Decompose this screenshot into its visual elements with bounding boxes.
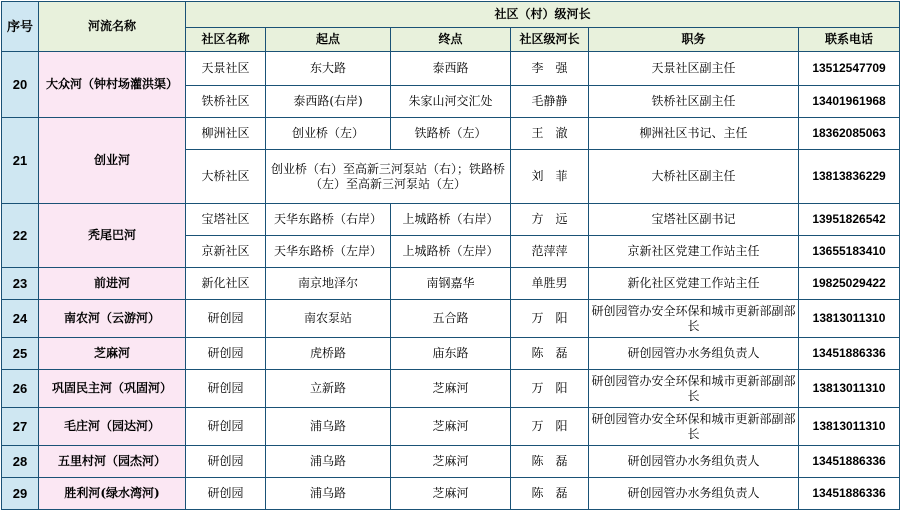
phone-number: 18362085063 bbox=[799, 118, 900, 150]
community-name: 天景社区 bbox=[186, 52, 266, 86]
river-name: 创业河 bbox=[39, 118, 186, 204]
header-end: 终点 bbox=[391, 28, 511, 52]
community-name: 研创园 bbox=[186, 338, 266, 370]
start-point: 东大路 bbox=[266, 52, 391, 86]
river-chief: 单胜男 bbox=[511, 268, 589, 300]
row-index: 20 bbox=[2, 52, 39, 118]
position: 研创园管办水务组负责人 bbox=[589, 446, 799, 478]
position: 研创园管办安全环保和城市更新部副部长 bbox=[589, 300, 799, 338]
river-chief: 万 阳 bbox=[511, 408, 589, 446]
phone-number: 13451886336 bbox=[799, 338, 900, 370]
header-index: 序号 bbox=[2, 2, 39, 52]
row-index: 24 bbox=[2, 300, 39, 338]
river-name: 大众河（钟村场灌洪渠） bbox=[39, 52, 186, 118]
community-name: 研创园 bbox=[186, 300, 266, 338]
table-header bbox=[2, 2, 900, 52]
start-point: 创业桥（左） bbox=[266, 118, 391, 150]
header-community: 社区名称 bbox=[186, 28, 266, 52]
river-chief: 万 阳 bbox=[511, 300, 589, 338]
header-group: 社区（村）级河长 bbox=[186, 2, 900, 28]
phone-number: 13451886336 bbox=[799, 446, 900, 478]
position: 京新社区党建工作站主任 bbox=[589, 236, 799, 268]
river-name: 芝麻河 bbox=[39, 338, 186, 370]
header-phone: 联系电话 bbox=[799, 28, 900, 52]
phone-number: 13813011310 bbox=[799, 370, 900, 408]
start-point: 虎桥路 bbox=[266, 338, 391, 370]
table-row bbox=[2, 300, 900, 338]
table-row bbox=[2, 204, 900, 236]
start-point: 立新路 bbox=[266, 370, 391, 408]
table-row bbox=[2, 338, 900, 370]
river-name: 前进河 bbox=[39, 268, 186, 300]
community-name: 新化社区 bbox=[186, 268, 266, 300]
end-point: 芝麻河 bbox=[391, 408, 511, 446]
community-name: 研创园 bbox=[186, 478, 266, 510]
header-position: 职务 bbox=[589, 28, 799, 52]
river-name: 南农河（云游河） bbox=[39, 300, 186, 338]
phone-number: 19825029422 bbox=[799, 268, 900, 300]
river-chief: 王 澈 bbox=[511, 118, 589, 150]
river-chief: 刘 菲 bbox=[511, 150, 589, 204]
start-point: 创业桥（右）至高新三河泵站（右）；铁路桥（左）至高新三河泵站（左） bbox=[266, 150, 511, 204]
end-point: 铁路桥（左） bbox=[391, 118, 511, 150]
position: 柳洲社区书记、主任 bbox=[589, 118, 799, 150]
end-point: 庙东路 bbox=[391, 338, 511, 370]
phone-number: 13401961968 bbox=[799, 86, 900, 118]
end-point: 芝麻河 bbox=[391, 446, 511, 478]
end-point: 南钢嘉华 bbox=[391, 268, 511, 300]
river-name: 巩固民主河（巩固河） bbox=[39, 370, 186, 408]
river-name: 秃尾巴河 bbox=[39, 204, 186, 268]
table-row bbox=[2, 268, 900, 300]
position: 研创园管办安全环保和城市更新部副部长 bbox=[589, 370, 799, 408]
end-point: 芝麻河 bbox=[391, 370, 511, 408]
end-point: 五合路 bbox=[391, 300, 511, 338]
community-name: 宝塔社区 bbox=[186, 204, 266, 236]
river-chief-table bbox=[1, 1, 900, 510]
river-chief: 万 阳 bbox=[511, 370, 589, 408]
table-row bbox=[2, 370, 900, 408]
header-start: 起点 bbox=[266, 28, 391, 52]
position: 天景社区副主任 bbox=[589, 52, 799, 86]
start-point: 泰西路(右岸) bbox=[266, 86, 391, 118]
row-index: 29 bbox=[2, 478, 39, 510]
start-point: 浦乌路 bbox=[266, 478, 391, 510]
position: 铁桥社区副主任 bbox=[589, 86, 799, 118]
start-point: 浦乌路 bbox=[266, 408, 391, 446]
table-row bbox=[2, 52, 900, 86]
table-row bbox=[2, 446, 900, 478]
position: 研创园管办水务组负责人 bbox=[589, 478, 799, 510]
phone-number: 13951826542 bbox=[799, 204, 900, 236]
start-point: 南农泵站 bbox=[266, 300, 391, 338]
position: 研创园管办水务组负责人 bbox=[589, 338, 799, 370]
position: 大桥社区副主任 bbox=[589, 150, 799, 204]
phone-number: 13813011310 bbox=[799, 408, 900, 446]
river-chief: 方 远 bbox=[511, 204, 589, 236]
phone-number: 13451886336 bbox=[799, 478, 900, 510]
river-name: 毛庄河（园达河） bbox=[39, 408, 186, 446]
row-index: 26 bbox=[2, 370, 39, 408]
table-row bbox=[2, 408, 900, 446]
table-body bbox=[2, 52, 900, 510]
position: 新化社区党建工作站主任 bbox=[589, 268, 799, 300]
end-point: 朱家山河交汇处 bbox=[391, 86, 511, 118]
phone-number: 13655183410 bbox=[799, 236, 900, 268]
community-name: 柳洲社区 bbox=[186, 118, 266, 150]
phone-number: 13813011310 bbox=[799, 300, 900, 338]
start-point: 南京地泽尔 bbox=[266, 268, 391, 300]
river-name: 胜利河(绿水湾河) bbox=[39, 478, 186, 510]
row-index: 25 bbox=[2, 338, 39, 370]
end-point: 上城路桥（右岸） bbox=[391, 204, 511, 236]
community-name: 研创园 bbox=[186, 446, 266, 478]
river-chief: 陈 磊 bbox=[511, 446, 589, 478]
community-name: 研创园 bbox=[186, 370, 266, 408]
row-index: 22 bbox=[2, 204, 39, 268]
header-chief: 社区级河长 bbox=[511, 28, 589, 52]
river-chief: 陈 磊 bbox=[511, 478, 589, 510]
table-row bbox=[2, 478, 900, 510]
community-name: 京新社区 bbox=[186, 236, 266, 268]
row-index: 27 bbox=[2, 408, 39, 446]
end-point: 上城路桥（左岸） bbox=[391, 236, 511, 268]
community-name: 铁桥社区 bbox=[186, 86, 266, 118]
community-name: 大桥社区 bbox=[186, 150, 266, 204]
end-point: 泰西路 bbox=[391, 52, 511, 86]
start-point: 天华东路桥（右岸） bbox=[266, 204, 391, 236]
community-name: 研创园 bbox=[186, 408, 266, 446]
river-chief: 陈 磊 bbox=[511, 338, 589, 370]
position: 研创园管办安全环保和城市更新部副部长 bbox=[589, 408, 799, 446]
river-chief: 李 强 bbox=[511, 52, 589, 86]
table-row bbox=[2, 118, 900, 150]
row-index: 28 bbox=[2, 446, 39, 478]
river-name: 五里村河（园杰河） bbox=[39, 446, 186, 478]
row-index: 21 bbox=[2, 118, 39, 204]
start-point: 天华东路桥（左岸） bbox=[266, 236, 391, 268]
river-chief: 范萍萍 bbox=[511, 236, 589, 268]
row-index: 23 bbox=[2, 268, 39, 300]
header-river-name: 河流名称 bbox=[39, 2, 186, 52]
phone-number: 13813836229 bbox=[799, 150, 900, 204]
position: 宝塔社区副书记 bbox=[589, 204, 799, 236]
start-point: 浦乌路 bbox=[266, 446, 391, 478]
phone-number: 13512547709 bbox=[799, 52, 900, 86]
river-chief: 毛静静 bbox=[511, 86, 589, 118]
end-point: 芝麻河 bbox=[391, 478, 511, 510]
